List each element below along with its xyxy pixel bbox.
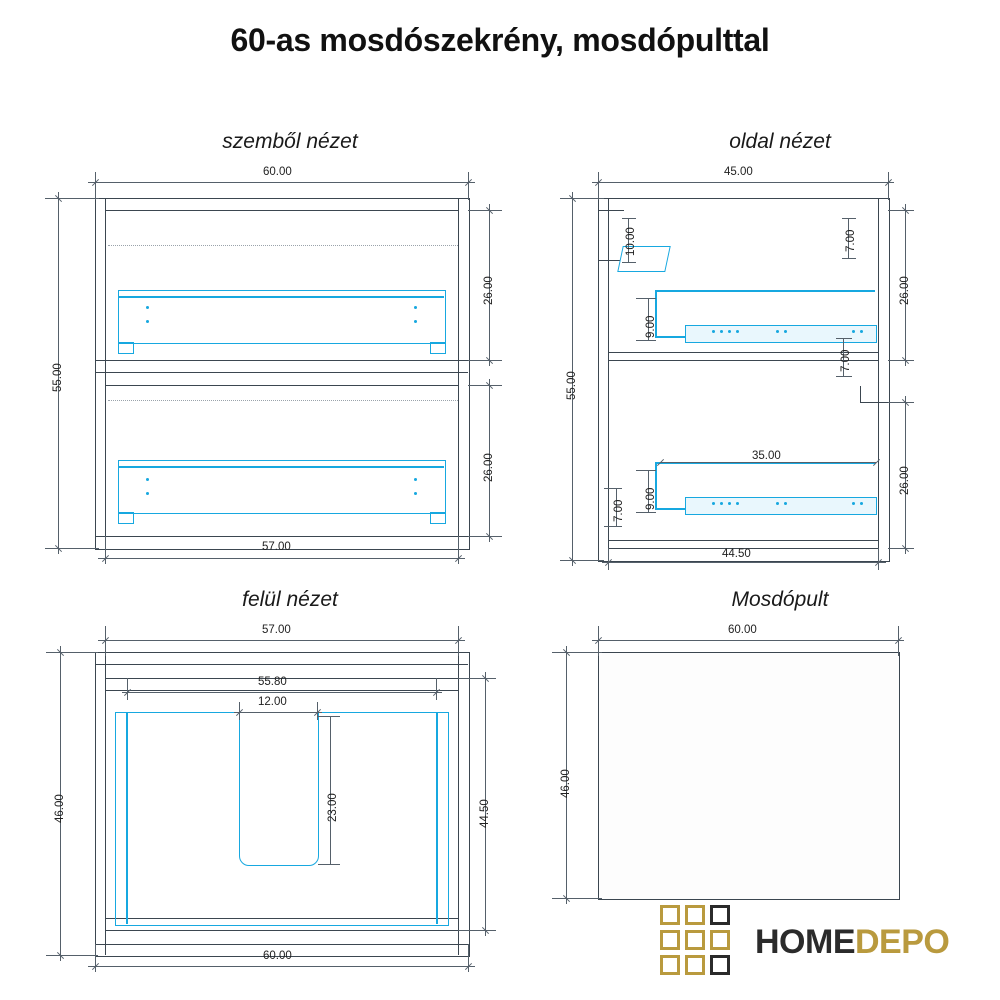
front-upper-drawer-rail <box>118 296 444 298</box>
side-l-dot-7 <box>852 502 855 505</box>
side-dim-offset-9-lower: 9.00 <box>645 487 657 510</box>
side-top-bracket-h2 <box>598 260 620 261</box>
top-front-edge-3 <box>95 944 468 945</box>
brand-logo <box>660 905 990 990</box>
front-dim-width-bottom: 57.00 <box>262 541 291 553</box>
side-dim-lower-box: 26.00 <box>899 466 911 495</box>
side-dim-55-ext-bot <box>560 560 604 561</box>
side-l-dot-5 <box>776 502 779 505</box>
front-mid-shelf-bottom <box>95 372 468 373</box>
side-u-dot-6 <box>784 330 787 333</box>
side-dim-7tr-ext-bot <box>842 258 856 259</box>
side-dim-7bl-ext-top <box>604 488 622 489</box>
side-l-dot-4 <box>736 502 739 505</box>
side-dim-offset-10: 10.00 <box>625 227 637 256</box>
side-mid-shelf-b <box>608 360 878 361</box>
front-dim-57-ext-left <box>105 536 106 564</box>
front-upper-drawer <box>118 290 446 344</box>
side-dim-55-ext-top <box>560 198 604 199</box>
front-dim-26u-ext-top <box>468 210 502 211</box>
side-bottom-panel-a <box>608 540 878 541</box>
counter-dim-46-ext-bot <box>552 898 602 899</box>
side-u-dot-7 <box>852 330 855 333</box>
front-dim-60-line <box>88 182 475 183</box>
front-upper-dot-3 <box>414 306 417 309</box>
front-lower-dot-3 <box>414 478 417 481</box>
top-dim-5580-ext-r <box>436 678 437 700</box>
side-u-dot-5 <box>776 330 779 333</box>
front-upper-dot-2 <box>146 320 149 323</box>
view-title-counter: Mosdópult <box>731 588 829 611</box>
side-dim-26u-ext-bot <box>888 360 914 361</box>
view-title-front: szemből nézet <box>222 130 358 153</box>
top-dim-depth-left: 46.00 <box>54 794 66 823</box>
side-dim-depth-bottom: 44.50 <box>722 548 751 560</box>
side-l-dot-6 <box>784 502 787 505</box>
view-title-side: oldal nézet <box>729 130 831 153</box>
side-mid-bracket-v2 <box>860 386 861 402</box>
top-left-wall <box>105 652 106 955</box>
front-right-wall <box>458 198 459 548</box>
front-lower-inner-top <box>105 385 458 386</box>
side-dim-26u-ext-top <box>888 210 914 211</box>
top-front-edge-2 <box>105 930 458 931</box>
side-top-bracket-h <box>598 210 624 211</box>
front-lower-dot-2 <box>146 492 149 495</box>
side-dim-slide-len: 35.00 <box>752 450 781 462</box>
side-dim-35-line <box>660 462 876 463</box>
front-dim-57-line <box>98 558 465 559</box>
side-dim-height-total: 55.00 <box>566 371 578 400</box>
logo-text-home: HOME <box>755 923 855 961</box>
side-dim-45-line <box>592 182 894 183</box>
front-upper-foot-right <box>430 342 446 354</box>
top-dim-depth-right: 44.50 <box>479 799 491 828</box>
top-dim-5580-line <box>122 692 442 693</box>
side-dim-26l-ext-top <box>888 402 914 403</box>
side-dim-4450-line <box>602 562 886 563</box>
side-dim-26l-ext-bot <box>888 548 914 549</box>
side-dim-7tr-ext-top <box>842 218 856 219</box>
front-bottom-panel <box>95 536 468 537</box>
side-dim-offset-7-lower: 7.00 <box>613 499 625 522</box>
side-u-dot-3 <box>728 330 731 333</box>
side-dim-4450-ext-left <box>608 548 609 570</box>
top-back-edge-3 <box>105 690 458 691</box>
front-upper-dot-4 <box>414 320 417 323</box>
side-u-dot-1 <box>712 330 715 333</box>
side-dim-7bl-ext-bot <box>604 526 622 527</box>
top-dim-46-ext-bot <box>46 955 98 956</box>
side-l-dot-3 <box>728 502 731 505</box>
top-dim-4450-ext-bot <box>458 930 496 931</box>
front-dim-26l-ext-top <box>468 385 502 386</box>
side-mid-shelf-a <box>608 352 878 353</box>
logo-text <box>755 923 949 962</box>
logo-text-depo: DEPO <box>855 923 950 961</box>
side-dim-4450-ext-right <box>878 548 879 570</box>
front-dim-55-ext-top <box>45 198 99 199</box>
front-lower-foot-right <box>430 512 446 524</box>
front-dim-drawer-lower: 26.00 <box>483 453 495 482</box>
front-left-wall <box>105 198 106 548</box>
front-upper-dot-1 <box>146 306 149 309</box>
front-dotted-line <box>108 245 458 246</box>
counter-dim-width: 60.00 <box>728 624 757 636</box>
counter-panel <box>598 652 900 900</box>
top-inner-frame-left <box>126 712 128 924</box>
top-dim-12-line <box>234 712 322 713</box>
side-upper-slide <box>685 325 877 343</box>
top-dim-inner-width: 55.80 <box>258 676 287 688</box>
side-dim-offset-9-upper: 9.00 <box>645 315 657 338</box>
front-dotted-line-2 <box>108 400 458 401</box>
side-l-dot-2 <box>720 502 723 505</box>
front-lower-drawer-rail <box>118 466 444 468</box>
side-dim-offset-7-topright: 7.00 <box>845 229 857 252</box>
top-dim-60-ext-r <box>468 944 469 972</box>
front-mid-shelf-top <box>95 360 468 361</box>
top-dim-width-bottom: 60.00 <box>263 950 292 962</box>
side-top-bracket-v1 <box>598 210 599 260</box>
side-dim-10-ext-bot <box>622 262 636 263</box>
view-title-top: felül nézet <box>242 588 338 611</box>
front-dim-60-ext-left <box>95 172 96 200</box>
top-dim-5580-ext-l <box>127 678 128 700</box>
front-lower-dot-4 <box>414 492 417 495</box>
top-inner-frame-right <box>436 712 438 924</box>
side-u-dot-8 <box>860 330 863 333</box>
side-lower-slide <box>685 497 877 515</box>
front-dim-drawer-upper: 26.00 <box>483 276 495 305</box>
side-top-bracket-v2 <box>608 210 609 260</box>
top-dim-46-ext-top <box>46 652 98 653</box>
top-dim-57-line <box>98 640 465 641</box>
front-dim-60-ext-right <box>468 172 469 200</box>
logo-grid-icon <box>660 905 742 987</box>
side-dim-9l-ext-top <box>636 470 656 471</box>
side-dim-depth-top: 45.00 <box>724 166 753 178</box>
top-sink-cutout <box>239 712 319 866</box>
front-dim-height-total: 55.00 <box>52 363 64 392</box>
side-dim-45-ext-right <box>888 172 889 200</box>
front-dim-26u-ext-bot <box>468 360 502 361</box>
front-lower-foot-left <box>118 512 134 524</box>
side-dim-10-ext-top <box>622 218 636 219</box>
top-dim-60-ext-l <box>95 944 96 972</box>
front-dim-55-ext-bot <box>45 548 99 549</box>
front-lower-drawer <box>118 460 446 514</box>
side-dim-9u-ext-top <box>636 298 656 299</box>
counter-dim-60-line <box>592 640 904 641</box>
top-dim-width-top: 57.00 <box>262 624 291 636</box>
front-top-inner <box>105 210 458 211</box>
side-l-dot-1 <box>712 502 715 505</box>
side-dim-7u-ext-bot <box>836 376 852 377</box>
side-mid-bracket-v <box>878 372 879 402</box>
side-u-dot-4 <box>736 330 739 333</box>
front-lower-dot-1 <box>146 478 149 481</box>
top-right-wall <box>458 652 459 955</box>
side-l-dot-8 <box>860 502 863 505</box>
side-upper-drawer-top <box>655 290 875 292</box>
counter-dim-46-ext-top <box>552 652 602 653</box>
top-dim-23-line <box>330 716 331 864</box>
side-u-dot-2 <box>720 330 723 333</box>
top-dim-cutout-depth: 23.00 <box>327 793 339 822</box>
side-dim-45-ext-left <box>598 172 599 200</box>
top-dim-cutout-width: 12.00 <box>258 696 287 708</box>
side-dim-offset-7-upper: 7.00 <box>840 349 852 372</box>
front-dim-26l-ext-bot <box>468 536 502 537</box>
top-dim-60-line <box>88 966 475 967</box>
side-dim-9l-ext-bot <box>636 512 656 513</box>
front-upper-foot-left <box>118 342 134 354</box>
side-mid-bracket-h <box>860 402 888 403</box>
side-dim-7u-ext-top <box>836 338 852 339</box>
front-dim-57-ext-right <box>458 536 459 564</box>
side-dim-9u-ext-bot <box>636 340 656 341</box>
counter-dim-depth: 46.00 <box>560 769 572 798</box>
top-dim-23-ext-bot <box>318 864 340 865</box>
top-back-edge-1 <box>95 664 468 665</box>
top-dim-23-ext-top <box>318 716 340 717</box>
front-dim-width-top: 60.00 <box>263 166 292 178</box>
top-dim-4450-ext-top <box>458 678 496 679</box>
side-dim-upper-box: 26.00 <box>899 276 911 305</box>
page-title: 60-as mosdószekrény, mosdópulttal <box>230 22 770 58</box>
